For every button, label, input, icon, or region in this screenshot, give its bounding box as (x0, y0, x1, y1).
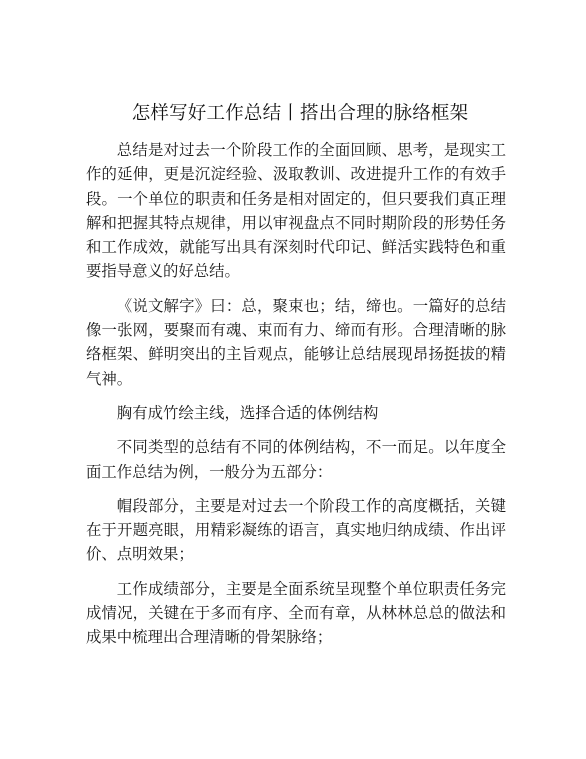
document-title: 怎样写好工作总结丨搭出合理的脉络框架 (131, 103, 469, 124)
paragraph-opening: 帽段部分，主要是对过去一个阶段工作的高度概括，关键在于开题亮眼，用精彩凝练的语言，真实地归纳成绩、作出评价、点明效果； (86, 496, 506, 564)
paragraph-structure: 不同类型的总结有不同的体例结构，不一而足。以年度全面工作总结为例，一般分为五部分： (86, 438, 506, 481)
paragraph-achievements: 工作成绩部分，主要是全面系统呈现整个单位职责任务完成情况，关键在于多而有序、全而有章，从林林总总的做法和成果中梳理出合理清晰的骨架脉络； (86, 579, 506, 647)
paragraph-shuowen: 《说文解字》曰：总，聚束也；结，缔也。一篇好的总结像一张网，要聚而有魂、束而有力、缔而有形。合理清晰的脉络框架、鲜明突出的主旨观点，能够让总结展现昂扬挺拔的精气神。 (86, 296, 506, 388)
document-body (86, 138, 506, 660)
paragraph-intro: 总结是对过去一个阶段工作的全面回顾、思考，是现实工作的延伸，更是沉淀经验、汲取教训、改进提升工作的有效手段。一个单位的职责和任务是相对固定的，但只要我们真正理解和把握其特点规律，用以审视盘点不同时期阶段的形势任务和工作成效，就能写出具有深刻时代印记、鲜活实践特色和重要指导意义的好总结。 (86, 141, 506, 281)
section-heading: 胸有成竹绘主线，选择合适的体例结构 (116, 403, 379, 422)
